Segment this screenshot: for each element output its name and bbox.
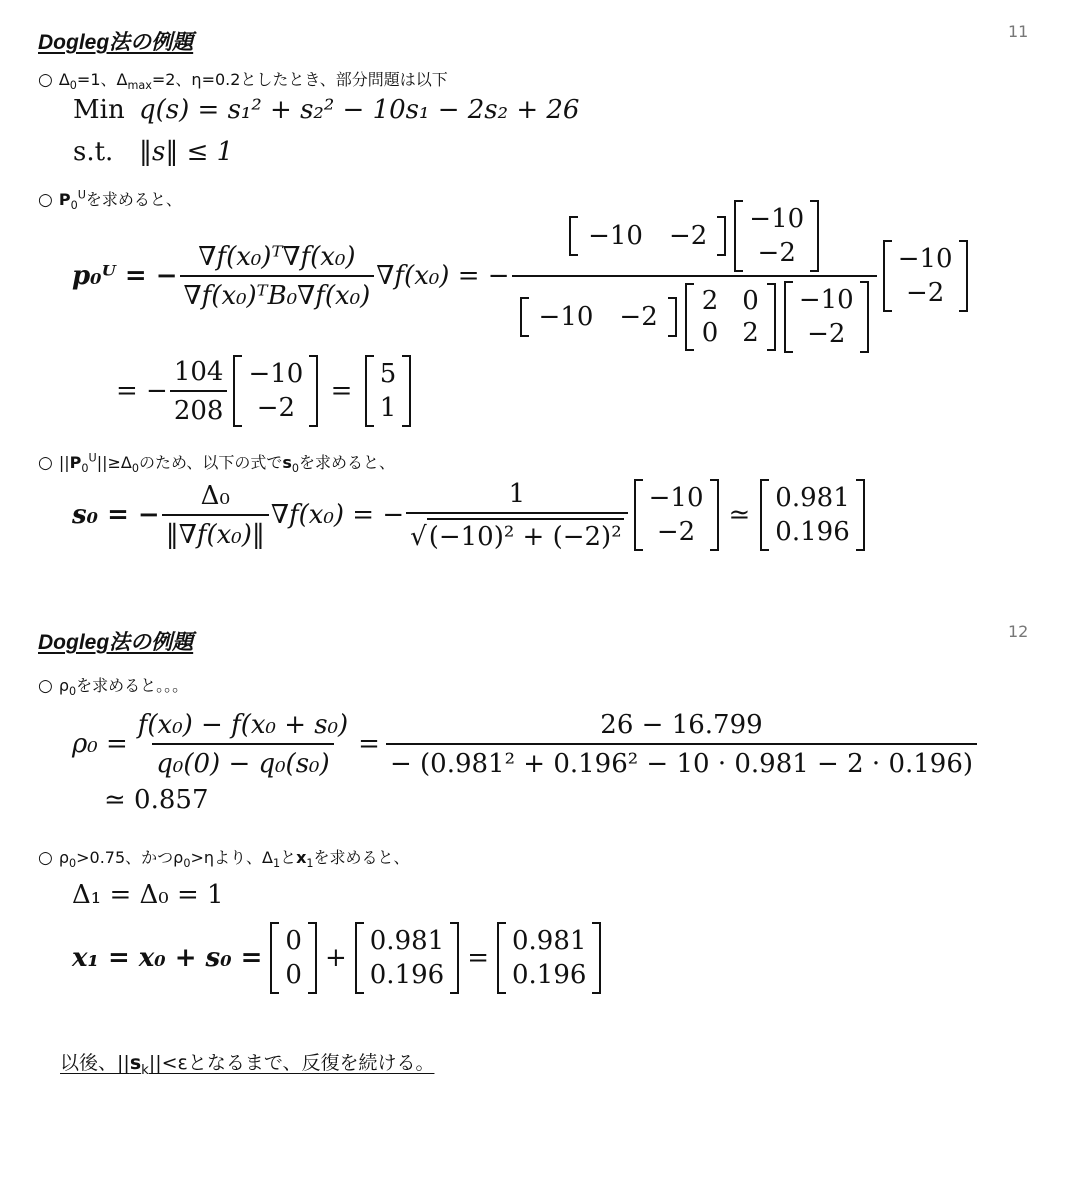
st-label: s.t. [73,137,114,167]
delta-equation: Δ₁ = Δ₀ = 1 [72,880,224,910]
sqrt: √ (−10)² + (−2)² [410,518,624,552]
bullet-circle-icon: ○ [38,190,53,210]
pu-lhs: p₀ᵁ = − [72,261,178,291]
ratio-fraction: $\frac{104}{208}$ [170,357,228,426]
slide11-bullet-1: ○ $\Delta_0=1$、$\Delta_{max}=2$、η=0.2としたとき、部分問題は以下 [38,70,448,93]
slide11-title: Dogleg法の例題 [38,31,194,54]
column-vector: −10 −2 [734,200,819,272]
constraint-formula: ‖s‖ ≤ 1 [139,137,234,167]
pu-middle: ∇f(x₀) = − [376,261,510,291]
gradient-vector: −10 −2 [634,479,719,551]
min-label: Min [73,95,125,125]
b-matrix: 2 0 0 2 [685,283,776,351]
s0-lhs: s₀ = − [72,500,160,530]
s0-result-vector: 0.981 0.196 [760,479,864,551]
pu-numeric-fraction [512,200,877,353]
slide12-title: Dogleg法の例題 [38,631,194,654]
slide12-bullet-2: ○ $\rho_0>0.75$、かつ$\rho_0>\eta$より、$\Delta_1$と$x_1$を求めると、 [38,848,410,871]
gradient-vector: −10 −2 [883,240,968,312]
bullet-circle-icon: ○ [38,848,53,868]
slide12-page-number: 12 [1008,622,1029,641]
s0-vector: 0.981 0.196 [355,922,459,994]
s0-norm-fraction: 1 √ (−10)² + (−2)² [406,479,628,552]
slide11-page-number: 11 [1008,22,1029,41]
s0-equation: s₀ = − $\frac{\text{Δ₀}}{\text{‖∇f(x₀)‖}}$ ∇f(x₀) = − 1 √ (−10)² + (−2)² −10 −2 ≃ 0.981 0.196 [72,476,869,554]
rho-equation: ρ₀ = $\frac{\text{f(x₀) − f(x₀ + s₀)}}{\text{q₀(0) − q₀(s₀)}}$ = $\frac{26 - 16.799}{\text{− (0.981² + 0.196² − 10 · 0.981 − 2 · 0.196)}}$ [72,704,979,784]
bullet-circle-icon: ○ [38,453,53,473]
slide12-bullet-1: ○ $\rho_0$を求めると。。。 [38,676,189,699]
column-vector: −10 −2 [784,281,869,353]
rho-approx: ≃ 0.857 [104,785,209,815]
rho-fraction: $\frac{\text{f(x₀) − f(x₀ + s₀)}}{\text{q₀(0) − q₀(s₀)}}$ [137,709,349,779]
s0-fraction: $\frac{\text{Δ₀}}{\text{‖∇f(x₀)‖}}$ [162,481,269,550]
objective-formula: q(s) = s₁² + s₂² − 10s₁ − 2s₂ + 26 [139,95,580,125]
x0-vector: 0 0 [270,922,317,994]
pu-denominator: ∇f(x₀)ᵀB₀∇f(x₀) [180,275,375,311]
bullet-circle-icon: ○ [38,70,53,90]
slide11-bullet-2: ○ $P_0^U$を求めると、 [38,188,182,213]
row-vector: −10 −2 [569,216,726,256]
rho-numeric-fraction: $\frac{26 - 16.799}{\text{− (0.981² + 0.196² − 10 · 0.981 − 2 · 0.196)}}$ [386,710,977,779]
pu-numeric-numerator [561,200,827,275]
sqrt-icon: √ [410,521,427,552]
objective-line [73,95,579,125]
pu-numeric-denominator [512,275,877,353]
pu-equation [72,202,972,350]
pu-fraction [180,242,375,311]
pu-equation-line2: = − $\frac{104}{208}$ −10 −2 = 5 1 [116,355,415,427]
row-vector: −10 −2 [520,297,677,337]
pu-result-vector: 5 1 [365,355,412,427]
constraint-line [73,137,233,167]
x1-equation: x₁ = x₀ + s₀ = 0 0 + 0.981 0.196 = 0.981 0.196 [72,922,605,994]
slide11-bullet-3: ○ $||P_0^U||\ge\Delta_0$のため、以下の式で$s_0$を求めると、 [38,451,395,476]
gradient-vector: −10 −2 [233,355,318,427]
bullet-circle-icon: ○ [38,676,53,696]
iteration-note: 以後、$||s_k||<\varepsilon$となるまで、反復を続ける。 [60,1052,435,1078]
x1-vector: 0.981 0.196 [497,922,601,994]
pu-numerator: ∇f(x₀)ᵀ∇f(x₀) [198,241,356,272]
